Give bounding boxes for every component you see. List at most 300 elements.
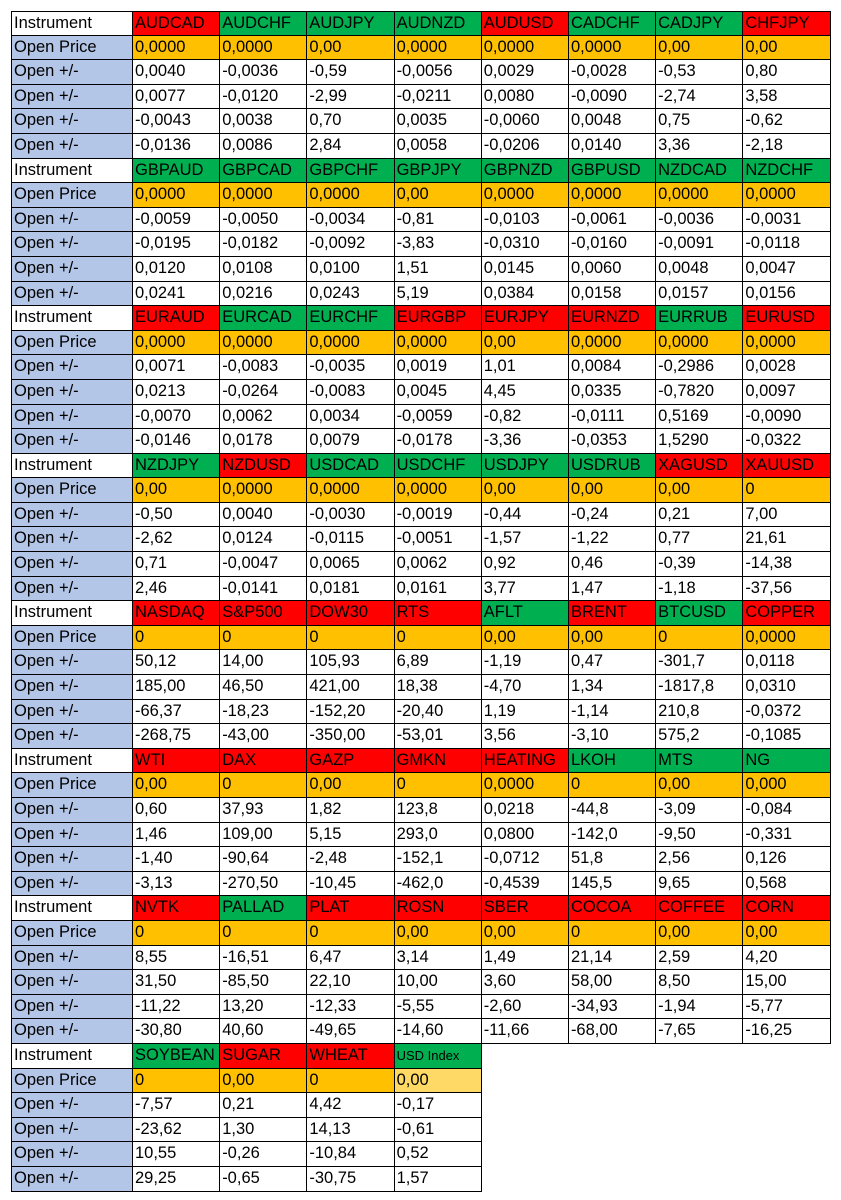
open-delta-cell[interactable]: -0,0051 bbox=[395, 527, 482, 552]
open-delta-cell[interactable]: -0,61 bbox=[395, 1118, 482, 1143]
open-delta-cell[interactable]: -30,75 bbox=[307, 1167, 394, 1192]
open-price-cell[interactable]: 0,00 bbox=[395, 921, 482, 946]
open-delta-cell[interactable]: 0,0080 bbox=[482, 85, 569, 110]
open-price-cell[interactable]: 0,00 bbox=[656, 921, 743, 946]
open-price-cell[interactable]: 0,0000 bbox=[220, 478, 307, 503]
open-delta-label[interactable]: Open +/- bbox=[11, 970, 133, 995]
open-delta-cell[interactable]: 2,59 bbox=[656, 946, 743, 971]
open-delta-cell[interactable]: 4,20 bbox=[743, 946, 830, 971]
open-delta-cell[interactable]: 0,0310 bbox=[743, 675, 830, 700]
open-delta-cell[interactable]: -1,57 bbox=[482, 527, 569, 552]
open-delta-cell[interactable]: 0,0100 bbox=[307, 257, 394, 282]
instrument-name-cell[interactable]: EURAUD bbox=[133, 306, 220, 331]
open-delta-cell[interactable]: -0,0118 bbox=[743, 232, 830, 257]
open-delta-cell[interactable]: 210,8 bbox=[656, 700, 743, 725]
open-delta-cell[interactable]: -12,33 bbox=[307, 995, 394, 1020]
open-delta-cell[interactable]: -0,0031 bbox=[743, 208, 830, 233]
open-delta-cell[interactable]: 0,0028 bbox=[743, 355, 830, 380]
instrument-name-cell[interactable]: BTCUSD bbox=[656, 601, 743, 626]
open-delta-label[interactable]: Open +/- bbox=[11, 232, 133, 257]
open-delta-cell[interactable]: 4,45 bbox=[482, 380, 569, 405]
open-delta-cell[interactable]: 0,0140 bbox=[569, 134, 656, 159]
open-delta-cell[interactable]: 14,13 bbox=[307, 1118, 394, 1143]
open-delta-cell[interactable]: 29,25 bbox=[133, 1167, 220, 1192]
open-delta-cell[interactable]: -0,53 bbox=[656, 60, 743, 85]
open-delta-cell[interactable]: 0,0216 bbox=[220, 282, 307, 307]
open-delta-cell[interactable]: -43,00 bbox=[220, 724, 307, 749]
instrument-name-cell[interactable]: SUGAR bbox=[220, 1044, 307, 1069]
open-delta-cell[interactable]: 0,0079 bbox=[307, 429, 394, 454]
open-delta-cell[interactable]: 0,80 bbox=[743, 60, 830, 85]
open-delta-cell[interactable]: -0,39 bbox=[656, 552, 743, 577]
open-delta-label[interactable]: Open +/- bbox=[11, 503, 133, 528]
open-delta-label[interactable]: Open +/- bbox=[11, 847, 133, 872]
open-delta-label[interactable]: Open +/- bbox=[11, 85, 133, 110]
open-delta-cell[interactable]: 0,0384 bbox=[482, 282, 569, 307]
instrument-label[interactable]: Instrument bbox=[11, 11, 133, 36]
open-delta-cell[interactable]: 0,126 bbox=[743, 847, 830, 872]
open-delta-cell[interactable]: -0,0030 bbox=[307, 503, 394, 528]
open-price-cell[interactable]: 0 bbox=[569, 773, 656, 798]
open-delta-cell[interactable]: 3,56 bbox=[482, 724, 569, 749]
open-delta-cell[interactable]: -0,1085 bbox=[743, 724, 830, 749]
open-delta-cell[interactable]: -0,24 bbox=[569, 503, 656, 528]
open-delta-cell[interactable]: -7,57 bbox=[133, 1093, 220, 1118]
instrument-name-cell[interactable]: GAZP bbox=[307, 749, 394, 774]
open-price-label[interactable]: Open Price bbox=[11, 478, 133, 503]
open-price-cell[interactable]: 0 bbox=[307, 921, 394, 946]
instrument-name-cell[interactable]: EURCHF bbox=[307, 306, 394, 331]
instrument-name-cell[interactable]: CADCHF bbox=[569, 11, 656, 36]
open-price-cell[interactable]: 0 bbox=[395, 626, 482, 651]
open-delta-label[interactable]: Open +/- bbox=[11, 946, 133, 971]
open-price-cell[interactable]: 0,00 bbox=[482, 331, 569, 356]
open-delta-cell[interactable]: -53,01 bbox=[395, 724, 482, 749]
open-delta-cell[interactable]: -1,40 bbox=[133, 847, 220, 872]
instrument-label[interactable]: Instrument bbox=[11, 1044, 133, 1069]
open-delta-cell[interactable]: -0,0372 bbox=[743, 700, 830, 725]
instrument-name-cell[interactable]: USDCHF bbox=[395, 454, 482, 479]
open-delta-cell[interactable]: 421,00 bbox=[307, 675, 394, 700]
open-delta-cell[interactable]: 0,0178 bbox=[220, 429, 307, 454]
open-delta-cell[interactable]: 0,0108 bbox=[220, 257, 307, 282]
open-delta-cell[interactable]: -0,0083 bbox=[307, 380, 394, 405]
open-price-cell[interactable]: 0,0000 bbox=[569, 331, 656, 356]
open-delta-cell[interactable]: 0,92 bbox=[482, 552, 569, 577]
instrument-name-cell[interactable]: AUDJPY bbox=[307, 11, 394, 36]
open-delta-cell[interactable]: 6,89 bbox=[395, 650, 482, 675]
open-delta-cell[interactable]: 3,36 bbox=[656, 134, 743, 159]
open-price-cell[interactable]: 0 bbox=[220, 626, 307, 651]
open-delta-cell[interactable]: -0,0034 bbox=[307, 208, 394, 233]
open-delta-cell[interactable]: -0,17 bbox=[395, 1093, 482, 1118]
open-delta-cell[interactable]: 105,93 bbox=[307, 650, 394, 675]
instrument-name-cell[interactable]: EURUSD bbox=[743, 306, 830, 331]
open-delta-label[interactable]: Open +/- bbox=[11, 1019, 133, 1044]
instrument-name-cell[interactable]: MTS bbox=[656, 749, 743, 774]
open-delta-cell[interactable]: -152,1 bbox=[395, 847, 482, 872]
open-delta-cell[interactable]: -0,0353 bbox=[569, 429, 656, 454]
open-delta-cell[interactable]: 0,0047 bbox=[743, 257, 830, 282]
open-delta-cell[interactable]: -0,4539 bbox=[482, 872, 569, 897]
instrument-label[interactable]: Instrument bbox=[11, 749, 133, 774]
open-delta-label[interactable]: Open +/- bbox=[11, 995, 133, 1020]
instrument-name-cell[interactable]: GMKN bbox=[395, 749, 482, 774]
open-delta-cell[interactable]: 0,0145 bbox=[482, 257, 569, 282]
open-delta-label[interactable]: Open +/- bbox=[11, 527, 133, 552]
open-price-cell[interactable]: 0,00 bbox=[482, 478, 569, 503]
open-delta-cell[interactable]: 5,15 bbox=[307, 823, 394, 848]
instrument-name-cell[interactable]: CORN bbox=[743, 896, 830, 921]
open-delta-cell[interactable]: -90,64 bbox=[220, 847, 307, 872]
instrument-name-cell[interactable]: EURGBP bbox=[395, 306, 482, 331]
open-delta-label[interactable]: Open +/- bbox=[11, 1118, 133, 1143]
open-delta-label[interactable]: Open +/- bbox=[11, 872, 133, 897]
open-price-cell[interactable]: 0,00 bbox=[482, 626, 569, 651]
open-delta-cell[interactable]: -0,50 bbox=[133, 503, 220, 528]
open-delta-cell[interactable]: 46,50 bbox=[220, 675, 307, 700]
open-delta-cell[interactable]: -0,0178 bbox=[395, 429, 482, 454]
open-price-cell[interactable]: 0,00 bbox=[307, 36, 394, 61]
instrument-label[interactable]: Instrument bbox=[11, 306, 133, 331]
open-delta-cell[interactable]: 1,51 bbox=[395, 257, 482, 282]
instrument-name-cell[interactable]: GBPCHF bbox=[307, 159, 394, 184]
open-delta-cell[interactable]: 0,0038 bbox=[220, 109, 307, 134]
open-delta-cell[interactable]: 0,0241 bbox=[133, 282, 220, 307]
open-delta-cell[interactable]: 0,60 bbox=[133, 798, 220, 823]
open-delta-cell[interactable]: 185,00 bbox=[133, 675, 220, 700]
open-delta-label[interactable]: Open +/- bbox=[11, 109, 133, 134]
open-delta-cell[interactable]: 2,46 bbox=[133, 577, 220, 602]
open-price-cell[interactable]: 0,0000 bbox=[395, 331, 482, 356]
open-delta-cell[interactable]: 0,0124 bbox=[220, 527, 307, 552]
open-price-cell[interactable]: 0,0000 bbox=[220, 183, 307, 208]
open-delta-cell[interactable]: -11,22 bbox=[133, 995, 220, 1020]
open-price-cell[interactable]: 0,00 bbox=[395, 183, 482, 208]
instrument-name-cell[interactable]: EURCAD bbox=[220, 306, 307, 331]
open-delta-cell[interactable]: -5,77 bbox=[743, 995, 830, 1020]
open-price-cell[interactable]: 0 bbox=[743, 478, 830, 503]
instrument-name-cell[interactable]: NG bbox=[743, 749, 830, 774]
open-delta-cell[interactable]: 6,47 bbox=[307, 946, 394, 971]
open-delta-cell[interactable]: 575,2 bbox=[656, 724, 743, 749]
open-delta-cell[interactable]: -1,22 bbox=[569, 527, 656, 552]
instrument-name-cell[interactable]: NZDJPY bbox=[133, 454, 220, 479]
open-delta-cell[interactable]: 0,52 bbox=[395, 1142, 482, 1167]
instrument-name-cell[interactable]: NASDAQ bbox=[133, 601, 220, 626]
open-price-cell[interactable]: 0 bbox=[133, 626, 220, 651]
instrument-label[interactable]: Instrument bbox=[11, 454, 133, 479]
open-delta-cell[interactable]: 5,19 bbox=[395, 282, 482, 307]
open-delta-cell[interactable]: 0,21 bbox=[656, 503, 743, 528]
open-delta-cell[interactable]: 0,70 bbox=[307, 109, 394, 134]
open-price-cell[interactable]: 0 bbox=[656, 626, 743, 651]
open-delta-cell[interactable]: 0,0218 bbox=[482, 798, 569, 823]
open-delta-cell[interactable]: 2,56 bbox=[656, 847, 743, 872]
open-delta-cell[interactable]: 31,50 bbox=[133, 970, 220, 995]
open-delta-label[interactable]: Open +/- bbox=[11, 577, 133, 602]
open-delta-cell[interactable]: -85,50 bbox=[220, 970, 307, 995]
open-delta-cell[interactable]: 0,5169 bbox=[656, 405, 743, 430]
instrument-name-cell[interactable]: BRENT bbox=[569, 601, 656, 626]
open-delta-cell[interactable]: 145,5 bbox=[569, 872, 656, 897]
open-price-cell[interactable]: 0,0000 bbox=[395, 478, 482, 503]
open-delta-cell[interactable]: -2,62 bbox=[133, 527, 220, 552]
open-delta-cell[interactable]: -0,0059 bbox=[395, 405, 482, 430]
open-delta-cell[interactable]: -1,18 bbox=[656, 577, 743, 602]
open-delta-label[interactable]: Open +/- bbox=[11, 282, 133, 307]
open-price-cell[interactable]: 0,00 bbox=[307, 773, 394, 798]
open-price-cell[interactable]: 0 bbox=[220, 773, 307, 798]
open-price-cell[interactable]: 0,0000 bbox=[307, 478, 394, 503]
open-delta-cell[interactable]: 1,49 bbox=[482, 946, 569, 971]
open-delta-cell[interactable]: 0,0097 bbox=[743, 380, 830, 405]
open-price-cell[interactable]: 0 bbox=[395, 773, 482, 798]
open-price-cell[interactable]: 0 bbox=[133, 1069, 220, 1094]
open-delta-label[interactable]: Open +/- bbox=[11, 208, 133, 233]
open-delta-cell[interactable]: -16,51 bbox=[220, 946, 307, 971]
open-delta-cell[interactable]: 0,0084 bbox=[569, 355, 656, 380]
open-delta-cell[interactable]: 10,55 bbox=[133, 1142, 220, 1167]
open-delta-cell[interactable]: 0,0034 bbox=[307, 405, 394, 430]
open-delta-cell[interactable]: -14,38 bbox=[743, 552, 830, 577]
open-delta-cell[interactable]: -268,75 bbox=[133, 724, 220, 749]
open-price-label[interactable]: Open Price bbox=[11, 183, 133, 208]
open-delta-cell[interactable]: -0,0050 bbox=[220, 208, 307, 233]
open-price-label[interactable]: Open Price bbox=[11, 921, 133, 946]
open-delta-cell[interactable]: 0,71 bbox=[133, 552, 220, 577]
open-delta-cell[interactable]: 0,0019 bbox=[395, 355, 482, 380]
open-delta-cell[interactable]: 14,00 bbox=[220, 650, 307, 675]
open-delta-cell[interactable]: -30,80 bbox=[133, 1019, 220, 1044]
open-price-cell[interactable]: 0,0000 bbox=[482, 183, 569, 208]
instrument-name-cell[interactable]: HEATING bbox=[482, 749, 569, 774]
instrument-name-cell[interactable]: GBPUSD bbox=[569, 159, 656, 184]
open-delta-cell[interactable]: 0,0158 bbox=[569, 282, 656, 307]
instrument-name-cell[interactable]: GBPJPY bbox=[395, 159, 482, 184]
open-delta-cell[interactable]: -0,0043 bbox=[133, 109, 220, 134]
open-delta-cell[interactable]: 0,0181 bbox=[307, 577, 394, 602]
open-price-cell[interactable]: 0 bbox=[307, 1069, 394, 1094]
instrument-name-cell[interactable]: COCOA bbox=[569, 896, 656, 921]
open-delta-cell[interactable]: -3,83 bbox=[395, 232, 482, 257]
instrument-label[interactable]: Instrument bbox=[11, 159, 133, 184]
open-price-cell[interactable]: 0,0000 bbox=[656, 183, 743, 208]
open-delta-cell[interactable]: 50,12 bbox=[133, 650, 220, 675]
open-delta-cell[interactable]: 0,0058 bbox=[395, 134, 482, 159]
open-delta-cell[interactable]: 0,0065 bbox=[307, 552, 394, 577]
open-delta-cell[interactable]: 1,19 bbox=[482, 700, 569, 725]
instrument-name-cell[interactable]: EURNZD bbox=[569, 306, 656, 331]
open-delta-label[interactable]: Open +/- bbox=[11, 650, 133, 675]
open-delta-cell[interactable]: 9,65 bbox=[656, 872, 743, 897]
open-delta-cell[interactable]: -2,48 bbox=[307, 847, 394, 872]
open-delta-cell[interactable]: 0,0040 bbox=[220, 503, 307, 528]
open-delta-cell[interactable]: -1,94 bbox=[656, 995, 743, 1020]
open-delta-cell[interactable]: -0,0146 bbox=[133, 429, 220, 454]
open-delta-cell[interactable]: -0,0111 bbox=[569, 405, 656, 430]
instrument-name-cell[interactable]: USDCAD bbox=[307, 454, 394, 479]
instrument-name-cell[interactable]: ROSN bbox=[395, 896, 482, 921]
open-delta-cell[interactable]: -0,65 bbox=[220, 1167, 307, 1192]
open-delta-cell[interactable]: -0,62 bbox=[743, 109, 830, 134]
open-delta-cell[interactable]: 0,0161 bbox=[395, 577, 482, 602]
open-delta-cell[interactable]: -9,50 bbox=[656, 823, 743, 848]
open-delta-cell[interactable]: 0,0062 bbox=[220, 405, 307, 430]
open-delta-cell[interactable]: 0,0048 bbox=[656, 257, 743, 282]
open-delta-cell[interactable]: -0,0036 bbox=[220, 60, 307, 85]
open-delta-cell[interactable]: 0,0800 bbox=[482, 823, 569, 848]
open-price-cell[interactable]: 0,0000 bbox=[133, 331, 220, 356]
open-delta-label[interactable]: Open +/- bbox=[11, 1167, 133, 1192]
open-delta-cell[interactable]: 0,0086 bbox=[220, 134, 307, 159]
open-delta-cell[interactable]: 1,46 bbox=[133, 823, 220, 848]
open-delta-cell[interactable]: -0,0141 bbox=[220, 577, 307, 602]
open-price-label[interactable]: Open Price bbox=[11, 331, 133, 356]
open-delta-cell[interactable]: 1,47 bbox=[569, 577, 656, 602]
open-delta-cell[interactable]: -20,40 bbox=[395, 700, 482, 725]
open-price-label[interactable]: Open Price bbox=[11, 1069, 133, 1094]
open-delta-cell[interactable]: -2,18 bbox=[743, 134, 830, 159]
open-price-cell[interactable]: 0,0000 bbox=[482, 773, 569, 798]
open-delta-cell[interactable]: -270,50 bbox=[220, 872, 307, 897]
open-delta-cell[interactable]: -0,0061 bbox=[569, 208, 656, 233]
instrument-name-cell[interactable]: SOYBEAN bbox=[133, 1044, 220, 1069]
open-delta-cell[interactable]: -4,70 bbox=[482, 675, 569, 700]
open-delta-cell[interactable]: -3,10 bbox=[569, 724, 656, 749]
open-delta-label[interactable]: Open +/- bbox=[11, 798, 133, 823]
instrument-name-cell[interactable]: AUDCAD bbox=[133, 11, 220, 36]
open-delta-cell[interactable]: 123,8 bbox=[395, 798, 482, 823]
open-delta-cell[interactable]: 1,01 bbox=[482, 355, 569, 380]
open-price-cell[interactable]: 0,0000 bbox=[220, 331, 307, 356]
open-delta-cell[interactable]: 0,0040 bbox=[133, 60, 220, 85]
open-delta-cell[interactable]: -0,0103 bbox=[482, 208, 569, 233]
open-delta-cell[interactable]: -1,14 bbox=[569, 700, 656, 725]
instrument-name-cell[interactable]: S&P500 bbox=[220, 601, 307, 626]
open-delta-cell[interactable]: 1,34 bbox=[569, 675, 656, 700]
open-delta-cell[interactable]: -0,0115 bbox=[307, 527, 394, 552]
open-delta-label[interactable]: Open +/- bbox=[11, 429, 133, 454]
open-delta-cell[interactable]: 3,14 bbox=[395, 946, 482, 971]
open-delta-cell[interactable]: -0,44 bbox=[482, 503, 569, 528]
open-delta-label[interactable]: Open +/- bbox=[11, 355, 133, 380]
open-price-cell[interactable]: 0 bbox=[220, 921, 307, 946]
open-delta-cell[interactable]: 1,30 bbox=[220, 1118, 307, 1143]
open-delta-cell[interactable]: -142,0 bbox=[569, 823, 656, 848]
instrument-name-cell[interactable]: SBER bbox=[482, 896, 569, 921]
open-delta-cell[interactable]: -10,84 bbox=[307, 1142, 394, 1167]
open-price-cell[interactable]: 0,00 bbox=[220, 1069, 307, 1094]
instrument-name-cell[interactable]: COPPER bbox=[743, 601, 830, 626]
open-delta-cell[interactable]: -3,09 bbox=[656, 798, 743, 823]
open-delta-cell[interactable]: 18,38 bbox=[395, 675, 482, 700]
open-price-cell[interactable]: 0,0000 bbox=[307, 331, 394, 356]
open-delta-cell[interactable]: 0,0062 bbox=[395, 552, 482, 577]
instrument-name-cell[interactable]: EURRUB bbox=[656, 306, 743, 331]
open-price-cell[interactable]: 0,0000 bbox=[133, 183, 220, 208]
instrument-name-cell[interactable]: NZDUSD bbox=[220, 454, 307, 479]
instrument-name-cell[interactable]: NZDCAD bbox=[656, 159, 743, 184]
open-delta-cell[interactable]: -350,00 bbox=[307, 724, 394, 749]
instrument-name-cell[interactable]: DOW30 bbox=[307, 601, 394, 626]
open-delta-label[interactable]: Open +/- bbox=[11, 1142, 133, 1167]
open-delta-cell[interactable]: -0,26 bbox=[220, 1142, 307, 1167]
open-delta-cell[interactable]: -0,0060 bbox=[482, 109, 569, 134]
open-price-cell[interactable]: 0,0000 bbox=[569, 36, 656, 61]
open-delta-cell[interactable]: -0,0182 bbox=[220, 232, 307, 257]
open-delta-cell[interactable]: -68,00 bbox=[569, 1019, 656, 1044]
open-delta-label[interactable]: Open +/- bbox=[11, 552, 133, 577]
open-price-cell[interactable]: 0,0000 bbox=[743, 183, 830, 208]
open-delta-cell[interactable]: 3,77 bbox=[482, 577, 569, 602]
open-delta-cell[interactable]: -0,0195 bbox=[133, 232, 220, 257]
open-delta-cell[interactable]: 22,10 bbox=[307, 970, 394, 995]
open-delta-label[interactable]: Open +/- bbox=[11, 405, 133, 430]
open-delta-cell[interactable]: -2,74 bbox=[656, 85, 743, 110]
open-delta-cell[interactable]: 10,00 bbox=[395, 970, 482, 995]
instrument-name-cell[interactable]: GBPNZD bbox=[482, 159, 569, 184]
open-price-cell[interactable]: 0,0000 bbox=[307, 183, 394, 208]
open-delta-cell[interactable]: -462,0 bbox=[395, 872, 482, 897]
instrument-name-cell[interactable]: PLAT bbox=[307, 896, 394, 921]
open-delta-cell[interactable]: -37,56 bbox=[743, 577, 830, 602]
open-delta-label[interactable]: Open +/- bbox=[11, 257, 133, 282]
instrument-name-cell[interactable]: NVTK bbox=[133, 896, 220, 921]
open-price-cell[interactable]: 0,00 bbox=[569, 478, 656, 503]
open-delta-cell[interactable]: -44,8 bbox=[569, 798, 656, 823]
open-delta-cell[interactable]: 51,8 bbox=[569, 847, 656, 872]
open-delta-cell[interactable]: 21,14 bbox=[569, 946, 656, 971]
instrument-name-cell[interactable]: AUDNZD bbox=[395, 11, 482, 36]
open-delta-cell[interactable]: 1,82 bbox=[307, 798, 394, 823]
open-price-cell[interactable]: 0,00 bbox=[569, 626, 656, 651]
open-delta-cell[interactable]: 0,0156 bbox=[743, 282, 830, 307]
instrument-name-cell[interactable]: USD Index bbox=[395, 1044, 482, 1069]
open-price-cell[interactable]: 0,0000 bbox=[656, 331, 743, 356]
instrument-name-cell[interactable]: AUDCHF bbox=[220, 11, 307, 36]
open-price-cell[interactable]: 0,00 bbox=[656, 36, 743, 61]
open-delta-cell[interactable]: 0,0213 bbox=[133, 380, 220, 405]
open-delta-cell[interactable]: -10,45 bbox=[307, 872, 394, 897]
open-delta-cell[interactable]: 0,77 bbox=[656, 527, 743, 552]
open-price-cell[interactable]: 0,00 bbox=[656, 773, 743, 798]
open-delta-cell[interactable]: -0,7820 bbox=[656, 380, 743, 405]
open-price-cell[interactable]: 0,00 bbox=[482, 921, 569, 946]
open-delta-cell[interactable]: 8,55 bbox=[133, 946, 220, 971]
open-delta-cell[interactable]: 0,47 bbox=[569, 650, 656, 675]
open-delta-cell[interactable]: -0,0136 bbox=[133, 134, 220, 159]
open-delta-cell[interactable]: 0,0045 bbox=[395, 380, 482, 405]
instrument-name-cell[interactable]: USDRUB bbox=[569, 454, 656, 479]
open-delta-cell[interactable]: -0,0264 bbox=[220, 380, 307, 405]
open-delta-cell[interactable]: 3,60 bbox=[482, 970, 569, 995]
instrument-name-cell[interactable]: USDJPY bbox=[482, 454, 569, 479]
open-delta-cell[interactable]: -0,82 bbox=[482, 405, 569, 430]
open-delta-cell[interactable]: 7,00 bbox=[743, 503, 830, 528]
instrument-name-cell[interactable]: GBPCAD bbox=[220, 159, 307, 184]
open-delta-cell[interactable]: -7,65 bbox=[656, 1019, 743, 1044]
instrument-label[interactable]: Instrument bbox=[11, 601, 133, 626]
open-delta-cell[interactable]: 0,0071 bbox=[133, 355, 220, 380]
open-delta-cell[interactable]: 293,0 bbox=[395, 823, 482, 848]
open-price-cell[interactable]: 0 bbox=[569, 921, 656, 946]
open-delta-cell[interactable]: -0,0059 bbox=[133, 208, 220, 233]
open-delta-cell[interactable]: 0,0029 bbox=[482, 60, 569, 85]
open-price-cell[interactable]: 0,0000 bbox=[569, 183, 656, 208]
instrument-name-cell[interactable]: NZDCHF bbox=[743, 159, 830, 184]
open-price-cell[interactable]: 0,000 bbox=[743, 773, 830, 798]
